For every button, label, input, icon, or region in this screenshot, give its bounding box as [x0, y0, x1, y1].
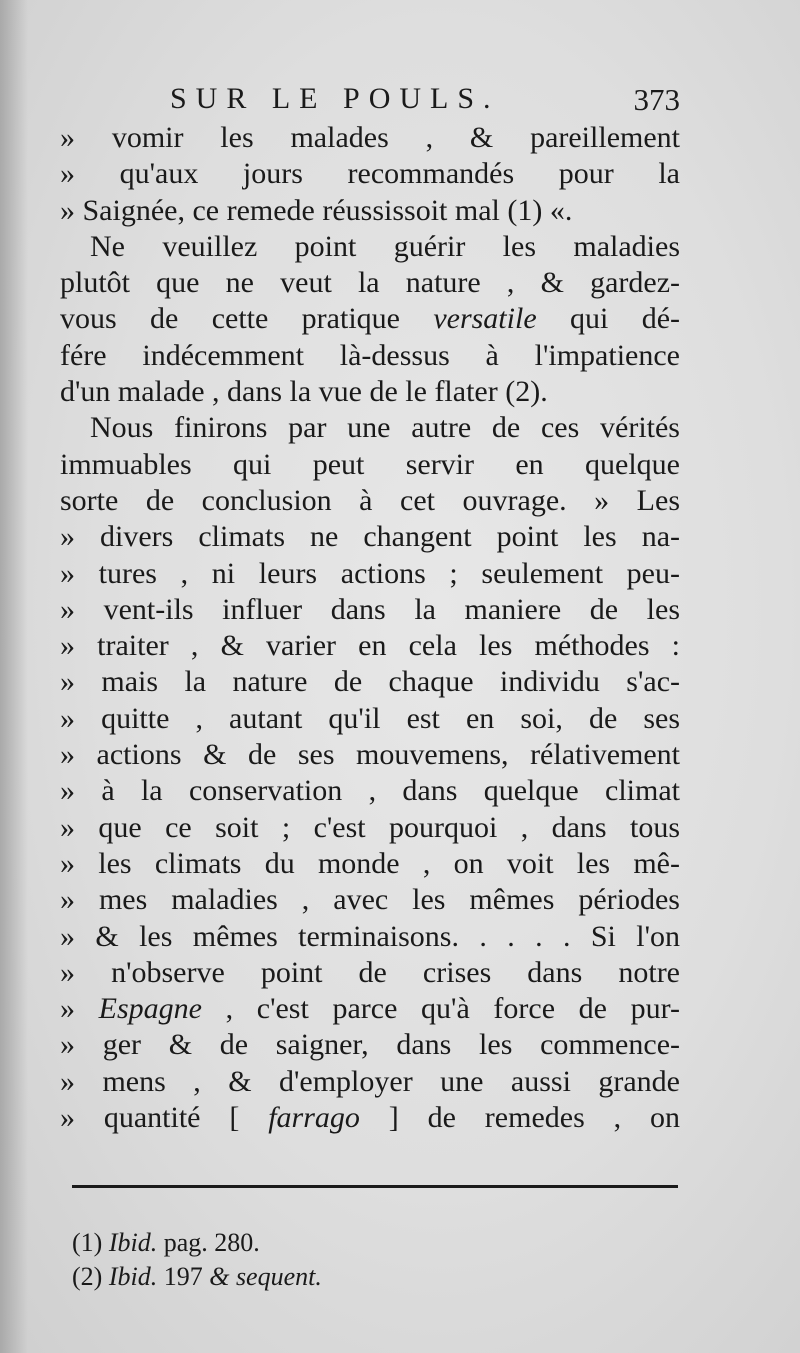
running-title: SUR LE POULS. — [170, 82, 500, 115]
italic-word: farrago — [268, 1101, 360, 1135]
footnotes — [72, 1226, 672, 1294]
text-line: » mens , & d'employer une aussi grande — [60, 1064, 680, 1098]
text-line — [60, 1100, 680, 1136]
text-line — [60, 991, 680, 1027]
paragraph-first-line: Nous finirons par une autre de ces vérités — [90, 411, 680, 445]
footnote-1 — [72, 1226, 672, 1260]
italic-word: versatile — [433, 302, 537, 336]
text-line: » mes maladies , avec les mêmes périodes — [60, 883, 680, 917]
text-span: » quantité [ — [60, 1101, 269, 1135]
text-line: » actions & de ses mouvemens, rélativement — [60, 738, 680, 772]
footnote-text: pag. 280. — [157, 1228, 260, 1257]
text-span: » — [60, 992, 99, 1026]
text-line: » que ce soit ; c'est pourquoi , dans tous — [60, 810, 680, 844]
text-line: » quitte , autant qu'il est en soi, de ses — [60, 701, 680, 735]
text-line: » n'observe point de crises dans notre — [60, 955, 680, 989]
text-line: » les climats du monde , on voit les mê- — [60, 846, 680, 880]
footnote-2 — [72, 1260, 672, 1294]
footnote-ibid: Ibid. — [108, 1262, 158, 1291]
text-line: » vent-ils influer dans la maniere de les — [60, 592, 680, 626]
footnote-mark: (1) — [72, 1228, 109, 1257]
text-line: » & les mêmes terminaisons. . . . . Si l'on — [60, 919, 680, 953]
text-line: fére indécemment là-dessus à l'impatience — [60, 338, 680, 372]
text-span: , c'est parce qu'à force de pur- — [201, 992, 681, 1026]
paragraph-first-line: Ne veuillez point guérir les maladies — [90, 229, 680, 263]
text-line: » mais la nature de chaque individu s'ac- — [60, 665, 680, 699]
text-line: plutôt que ne veut la nature , & gardez- — [60, 266, 680, 300]
text-line: d'un malade , dans la vue de le flater (2). — [60, 375, 548, 409]
footnote-ibid: Ibid. — [108, 1228, 158, 1257]
body-text — [60, 120, 680, 1136]
text-line: » ger & de saigner, dans les commence- — [60, 1028, 680, 1062]
text-line: » traiter , & varier en cela les méthodes : — [60, 629, 680, 663]
page-header — [170, 82, 680, 122]
italic-word: Espagne — [98, 992, 202, 1026]
text-line — [60, 301, 680, 337]
text-line: » Saignée, ce remede réussissoit mal (1) «. — [60, 193, 573, 227]
text-line: » divers climats ne changent point les na- — [60, 520, 680, 554]
footnote-sequent: & sequent. — [209, 1262, 322, 1291]
footnote-mark: (2) — [72, 1262, 109, 1291]
page-number: 373 — [633, 82, 680, 117]
text-line: » à la conservation , dans quelque climat — [60, 774, 680, 808]
footnote-rule — [72, 1185, 678, 1188]
text-span: vous de cette pratique — [60, 302, 434, 336]
text-line: immuables qui peut servir en quelque — [60, 447, 680, 481]
text-line: » qu'aux jours recommandés pour la — [60, 157, 680, 191]
footnote-text: 197 — [157, 1262, 210, 1291]
text-span: ] de remedes , on — [359, 1101, 680, 1135]
text-line: sorte de conclusion à cet ouvrage. » Les — [60, 483, 680, 517]
text-line: » tures , ni leurs actions ; seulement peu- — [60, 556, 680, 590]
gutter-shadow — [0, 0, 28, 1353]
text-span: qui dé- — [536, 302, 680, 336]
text-line: » vomir les malades , & pareillement — [60, 121, 680, 154]
